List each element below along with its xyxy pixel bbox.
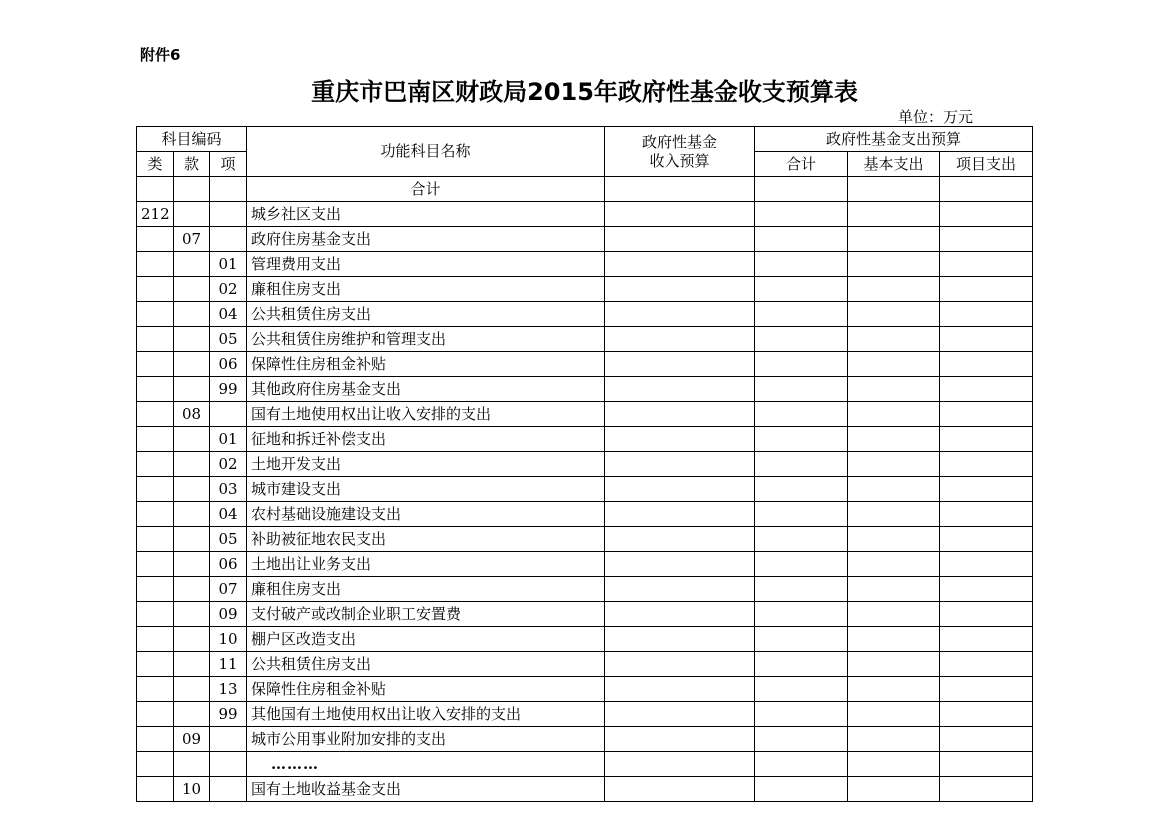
cell-xiang (210, 177, 247, 202)
table-row (137, 402, 1033, 427)
cell-lei (137, 477, 174, 502)
cell-function-name: 土地开发支出 (247, 452, 605, 477)
cell-project (940, 527, 1033, 552)
cell-basic (848, 402, 940, 427)
cell-income (605, 327, 755, 352)
unit-label: 单位：万元 (898, 108, 974, 126)
cell-project (940, 352, 1033, 377)
cell-expense-total (755, 202, 848, 227)
cell-income (605, 302, 755, 327)
cell-expense-total (755, 427, 848, 452)
cell-kuan (174, 752, 210, 777)
cell-project (940, 502, 1033, 527)
cell-expense-total (755, 702, 848, 727)
cell-kuan (174, 427, 210, 452)
cell-expense-total (755, 227, 848, 252)
cell-project (940, 552, 1033, 577)
table-row (137, 602, 1033, 627)
cell-project (940, 177, 1033, 202)
table-row (137, 577, 1033, 602)
cell-expense-total (755, 377, 848, 402)
cell-kuan (174, 277, 210, 302)
cell-lei (137, 452, 174, 477)
cell-expense-total (755, 352, 848, 377)
table-row (137, 677, 1033, 702)
cell-function-name: 公共租赁住房维护和管理支出 (247, 327, 605, 352)
cell-income (605, 177, 755, 202)
cell-function-name: 国有土地使用权出让收入安排的支出 (247, 402, 605, 427)
cell-lei (137, 252, 174, 277)
cell-project (940, 702, 1033, 727)
cell-project (940, 252, 1033, 277)
cell-project (940, 652, 1033, 677)
cell-function-name: 廉租住房支出 (247, 277, 605, 302)
cell-xiang (210, 202, 247, 227)
cell-expense-total (755, 552, 848, 577)
cell-lei: 212 (137, 202, 174, 227)
cell-basic (848, 777, 940, 802)
cell-lei (137, 677, 174, 702)
header-expense-total: 合计 (755, 152, 848, 177)
cell-kuan (174, 627, 210, 652)
cell-kuan (174, 652, 210, 677)
cell-xiang: 04 (210, 502, 247, 527)
cell-kuan (174, 452, 210, 477)
budget-table (136, 126, 1033, 802)
cell-function-name: 公共租赁住房支出 (247, 302, 605, 327)
cell-expense-total (755, 277, 848, 302)
cell-basic (848, 477, 940, 502)
cell-basic (848, 377, 940, 402)
cell-lei (137, 177, 174, 202)
cell-xiang: 01 (210, 427, 247, 452)
cell-xiang: 02 (210, 452, 247, 477)
cell-function-name: 征地和拆迁补偿支出 (247, 427, 605, 452)
cell-income (605, 252, 755, 277)
table-row (137, 302, 1033, 327)
cell-project (940, 427, 1033, 452)
cell-basic (848, 202, 940, 227)
header-project-expense: 项目支出 (940, 152, 1033, 177)
cell-xiang (210, 752, 247, 777)
cell-basic (848, 677, 940, 702)
cell-xiang: 11 (210, 652, 247, 677)
cell-income (605, 652, 755, 677)
table-row (137, 502, 1033, 527)
cell-project (940, 627, 1033, 652)
total-row (137, 177, 1033, 202)
cell-expense-total (755, 727, 848, 752)
cell-expense-total (755, 527, 848, 552)
cell-income (605, 377, 755, 402)
cell-xiang: 05 (210, 527, 247, 552)
cell-xiang: 99 (210, 377, 247, 402)
cell-lei (137, 302, 174, 327)
header-income-line1: 政府性基金 (642, 132, 718, 151)
cell-income (605, 402, 755, 427)
header-income-line2: 收入预算 (649, 151, 710, 170)
cell-lei (137, 627, 174, 652)
cell-lei (137, 777, 174, 802)
cell-xiang: 06 (210, 552, 247, 577)
cell-function-name: 管理费用支出 (247, 252, 605, 277)
cell-basic (848, 177, 940, 202)
table-row (137, 352, 1033, 377)
cell-kuan (174, 202, 210, 227)
cell-project (940, 602, 1033, 627)
cell-lei (137, 402, 174, 427)
cell-function-name: 补助被征地农民支出 (247, 527, 605, 552)
header-subject-code: 科目编码 (137, 127, 247, 152)
cell-lei (137, 227, 174, 252)
header-lei: 类 (137, 152, 174, 177)
cell-lei (137, 527, 174, 552)
table-row (137, 452, 1033, 477)
table-row (137, 327, 1033, 352)
cell-basic (848, 277, 940, 302)
cell-lei (137, 352, 174, 377)
cell-project (940, 402, 1033, 427)
cell-xiang: 10 (210, 627, 247, 652)
table-row (137, 427, 1033, 452)
cell-kuan: 09 (174, 727, 210, 752)
cell-basic (848, 527, 940, 552)
cell-function-name: 城市公用事业附加安排的支出 (247, 727, 605, 752)
cell-kuan (174, 702, 210, 727)
cell-lei (137, 277, 174, 302)
cell-project (940, 377, 1033, 402)
attachment-label: 附件6 (140, 46, 181, 64)
table-row (137, 477, 1033, 502)
cell-kuan (174, 477, 210, 502)
cell-income (605, 727, 755, 752)
cell-income (605, 627, 755, 652)
cell-xiang: 05 (210, 327, 247, 352)
cell-kuan (174, 552, 210, 577)
cell-xiang (210, 727, 247, 752)
cell-xiang: 07 (210, 577, 247, 602)
table-row (137, 652, 1033, 677)
table-row (137, 527, 1033, 552)
cell-income (605, 277, 755, 302)
table-row (137, 202, 1033, 227)
header-expense-budget: 政府性基金支出预算 (755, 127, 1033, 152)
cell-expense-total (755, 677, 848, 702)
cell-basic (848, 502, 940, 527)
cell-kuan (174, 527, 210, 552)
cell-expense-total (755, 477, 848, 502)
cell-lei (137, 327, 174, 352)
cell-kuan: 08 (174, 402, 210, 427)
cell-income (605, 452, 755, 477)
cell-project (940, 327, 1033, 352)
cell-expense-total (755, 752, 848, 777)
header-income-budget (605, 127, 755, 177)
cell-lei (137, 752, 174, 777)
cell-income (605, 777, 755, 802)
cell-income (605, 227, 755, 252)
cell-income (605, 352, 755, 377)
cell-basic (848, 252, 940, 277)
cell-project (940, 777, 1033, 802)
cell-function-name: 城市建设支出 (247, 477, 605, 502)
cell-function-name: 保障性住房租金补贴 (247, 352, 605, 377)
cell-kuan: 07 (174, 227, 210, 252)
cell-lei (137, 702, 174, 727)
cell-basic (848, 452, 940, 477)
cell-expense-total (755, 602, 848, 627)
cell-expense-total (755, 327, 848, 352)
cell-basic (848, 602, 940, 627)
total-row-name: 合计 (247, 177, 605, 202)
cell-function-name: 其他政府住房基金支出 (247, 377, 605, 402)
cell-project (940, 302, 1033, 327)
cell-xiang: 09 (210, 602, 247, 627)
cell-xiang: 99 (210, 702, 247, 727)
cell-income (605, 427, 755, 452)
cell-xiang: 01 (210, 252, 247, 277)
cell-kuan: 10 (174, 777, 210, 802)
cell-lei (137, 377, 174, 402)
header-function-name: 功能科目名称 (247, 127, 605, 177)
cell-income (605, 552, 755, 577)
cell-function-name: 廉租住房支出 (247, 577, 605, 602)
cell-lei (137, 602, 174, 627)
table-row (137, 377, 1033, 402)
table-row (137, 627, 1033, 652)
cell-function-name: ……… (247, 752, 605, 777)
cell-project (940, 752, 1033, 777)
cell-function-name: 支付破产或改制企业职工安置费 (247, 602, 605, 627)
cell-project (940, 727, 1033, 752)
cell-expense-total (755, 302, 848, 327)
cell-function-name: 土地出让业务支出 (247, 552, 605, 577)
cell-lei (137, 502, 174, 527)
cell-kuan (174, 602, 210, 627)
cell-kuan (174, 177, 210, 202)
cell-kuan (174, 327, 210, 352)
cell-expense-total (755, 777, 848, 802)
cell-xiang: 04 (210, 302, 247, 327)
table-row (137, 277, 1033, 302)
header-basic-expense: 基本支出 (848, 152, 940, 177)
cell-income (605, 577, 755, 602)
table-row (137, 777, 1033, 802)
cell-function-name: 保障性住房租金补贴 (247, 677, 605, 702)
cell-xiang: 06 (210, 352, 247, 377)
cell-project (940, 202, 1033, 227)
table-row (137, 727, 1033, 752)
cell-project (940, 227, 1033, 252)
cell-income (605, 502, 755, 527)
table-row (137, 227, 1033, 252)
cell-expense-total (755, 402, 848, 427)
cell-function-name: 其他国有土地使用权出让收入安排的支出 (247, 702, 605, 727)
cell-income (605, 602, 755, 627)
cell-expense-total (755, 652, 848, 677)
cell-basic (848, 577, 940, 602)
cell-income (605, 677, 755, 702)
cell-basic (848, 427, 940, 452)
table-row (137, 252, 1033, 277)
cell-income (605, 527, 755, 552)
cell-project (940, 677, 1033, 702)
cell-kuan (174, 352, 210, 377)
cell-kuan (174, 577, 210, 602)
cell-lei (137, 727, 174, 752)
cell-project (940, 452, 1033, 477)
header-xiang: 项 (210, 152, 247, 177)
cell-lei (137, 552, 174, 577)
cell-project (940, 477, 1033, 502)
cell-function-name: 政府住房基金支出 (247, 227, 605, 252)
cell-expense-total (755, 627, 848, 652)
cell-lei (137, 427, 174, 452)
cell-basic (848, 227, 940, 252)
cell-kuan (174, 677, 210, 702)
cell-function-name: 公共租赁住房支出 (247, 652, 605, 677)
cell-basic (848, 627, 940, 652)
cell-basic (848, 327, 940, 352)
cell-expense-total (755, 577, 848, 602)
cell-function-name: 国有土地收益基金支出 (247, 777, 605, 802)
cell-kuan (174, 377, 210, 402)
cell-kuan (174, 302, 210, 327)
cell-xiang: 13 (210, 677, 247, 702)
cell-project (940, 277, 1033, 302)
cell-basic (848, 727, 940, 752)
cell-xiang (210, 227, 247, 252)
cell-expense-total (755, 177, 848, 202)
table-row (137, 552, 1033, 577)
cell-basic (848, 702, 940, 727)
cell-xiang (210, 777, 247, 802)
cell-income (605, 702, 755, 727)
cell-xiang (210, 402, 247, 427)
cell-function-name: 城乡社区支出 (247, 202, 605, 227)
cell-lei (137, 652, 174, 677)
document-title: 重庆市巴南区财政局2015年政府性基金收支预算表 (311, 78, 858, 106)
cell-basic (848, 302, 940, 327)
cell-expense-total (755, 252, 848, 277)
cell-project (940, 577, 1033, 602)
cell-expense-total (755, 452, 848, 477)
cell-expense-total (755, 502, 848, 527)
cell-function-name: 农村基础设施建设支出 (247, 502, 605, 527)
cell-basic (848, 552, 940, 577)
cell-basic (848, 652, 940, 677)
table-row (137, 702, 1033, 727)
cell-basic (848, 352, 940, 377)
cell-lei (137, 577, 174, 602)
cell-income (605, 202, 755, 227)
cell-kuan (174, 502, 210, 527)
cell-kuan (174, 252, 210, 277)
cell-xiang: 03 (210, 477, 247, 502)
cell-function-name: 棚户区改造支出 (247, 627, 605, 652)
header-kuan: 款 (174, 152, 210, 177)
cell-basic (848, 752, 940, 777)
cell-income (605, 752, 755, 777)
table-row (137, 752, 1033, 777)
cell-income (605, 477, 755, 502)
cell-xiang: 02 (210, 277, 247, 302)
